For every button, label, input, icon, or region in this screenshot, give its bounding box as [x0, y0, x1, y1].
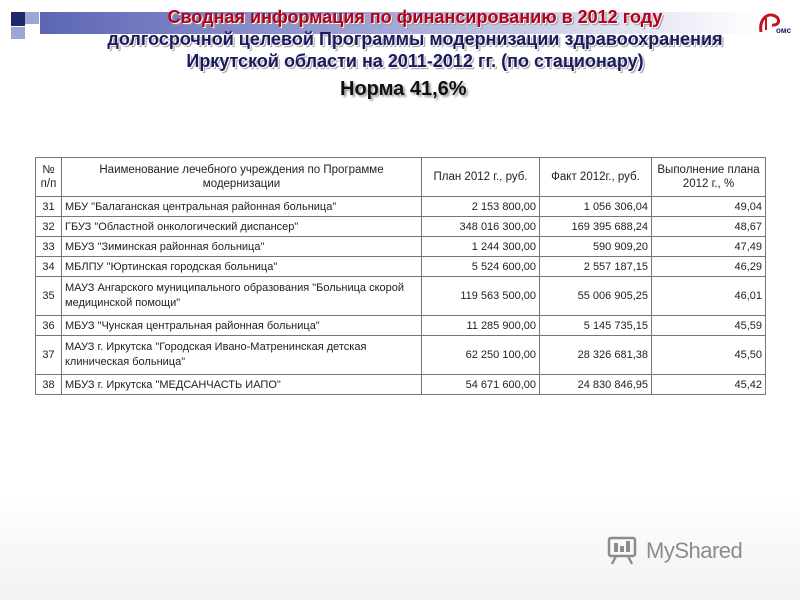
slide-title: [60, 6, 770, 72]
row-name: МБУЗ г. Иркутска "МЕДСАНЧАСТЬ ИАПО": [62, 375, 422, 395]
row-num: 35: [36, 277, 62, 316]
fomc-logo: [757, 10, 795, 36]
row-fact: 1 056 306,04: [540, 197, 652, 217]
myshared-logo-icon: [606, 532, 642, 568]
row-fact: 24 830 846,95: [540, 375, 652, 395]
table-row: [36, 336, 766, 375]
row-plan: 348 016 300,00: [422, 217, 540, 237]
col-header-name: Наименование лечебного учреждения по Программе модернизации: [62, 158, 422, 197]
row-fact: 590 909,20: [540, 237, 652, 257]
row-name: ГБУЗ "Областной онкологический диспансер": [62, 217, 422, 237]
row-num: 37: [36, 336, 62, 375]
row-pct: 48,67: [652, 217, 766, 237]
row-num: 34: [36, 257, 62, 277]
row-num: 36: [36, 316, 62, 336]
row-fact: 5 145 735,15: [540, 316, 652, 336]
row-name: МАУЗ Ангарского муниципального образования "Больница скорой медицинской помощи": [62, 277, 422, 316]
row-name: МБЛПУ "Юртинская городская больница": [62, 257, 422, 277]
row-fact: 2 557 187,15: [540, 257, 652, 277]
row-plan: 11 285 900,00: [422, 316, 540, 336]
row-pct: 45,59: [652, 316, 766, 336]
table-row: [36, 375, 766, 395]
row-name: МБУЗ "Зиминская районная больница": [62, 237, 422, 257]
row-name: МАУЗ г. Иркутска "Городская Ивано-Матренинская детская клиническая больница": [62, 336, 422, 375]
table-row: [36, 316, 766, 336]
row-pct: 47,49: [652, 237, 766, 257]
row-pct: 46,29: [652, 257, 766, 277]
row-plan: 62 250 100,00: [422, 336, 540, 375]
col-header-fact: Факт 2012г., руб.: [540, 158, 652, 197]
row-pct: 45,42: [652, 375, 766, 395]
table-row: [36, 197, 766, 217]
decor-square-light: [25, 12, 39, 24]
row-plan: 5 524 600,00: [422, 257, 540, 277]
table-row: [36, 257, 766, 277]
decor-square-dark: [11, 12, 25, 26]
table-row: [36, 217, 766, 237]
col-header-pct: Выполнение плана 2012 г., %: [652, 158, 766, 197]
row-pct: 49,04: [652, 197, 766, 217]
col-header-num: № п/п: [36, 158, 62, 197]
watermark-text: MyShared: [646, 538, 743, 563]
myshared-watermark: [606, 532, 766, 572]
row-plan: 54 671 600,00: [422, 375, 540, 395]
table-header-row: [36, 158, 766, 197]
row-num: 32: [36, 217, 62, 237]
row-pct: 46,01: [652, 277, 766, 316]
col-header-plan: План 2012 г., руб.: [422, 158, 540, 197]
logo-text: омс: [776, 26, 792, 35]
row-plan: 2 153 800,00: [422, 197, 540, 217]
table-row: [36, 237, 766, 257]
row-fact: 55 006 905,25: [540, 277, 652, 316]
title-line-3: Иркутской области на 2011-2012 гг. (по стационару): [186, 51, 644, 71]
row-name: МБУ "Балаганская центральная районная больница": [62, 197, 422, 217]
row-fact: 28 326 681,38: [540, 336, 652, 375]
row-plan: 119 563 500,00: [422, 277, 540, 316]
row-fact: 169 395 688,24: [540, 217, 652, 237]
row-pct: 45,50: [652, 336, 766, 375]
row-num: 38: [36, 375, 62, 395]
row-plan: 1 244 300,00: [422, 237, 540, 257]
row-num: 33: [36, 237, 62, 257]
norma-label: Норма 41,6%: [340, 78, 467, 100]
row-num: 31: [36, 197, 62, 217]
title-line-2: долгосрочной целевой Программы модернизации здравоохранения: [107, 29, 723, 49]
row-name: МБУЗ "Чунская центральная районная больница": [62, 316, 422, 336]
table-row: [36, 277, 766, 316]
financing-table: [35, 157, 766, 395]
title-line-1: Сводная информация по финансированию в 2012 году: [167, 7, 663, 27]
decor-square-light: [11, 27, 25, 39]
